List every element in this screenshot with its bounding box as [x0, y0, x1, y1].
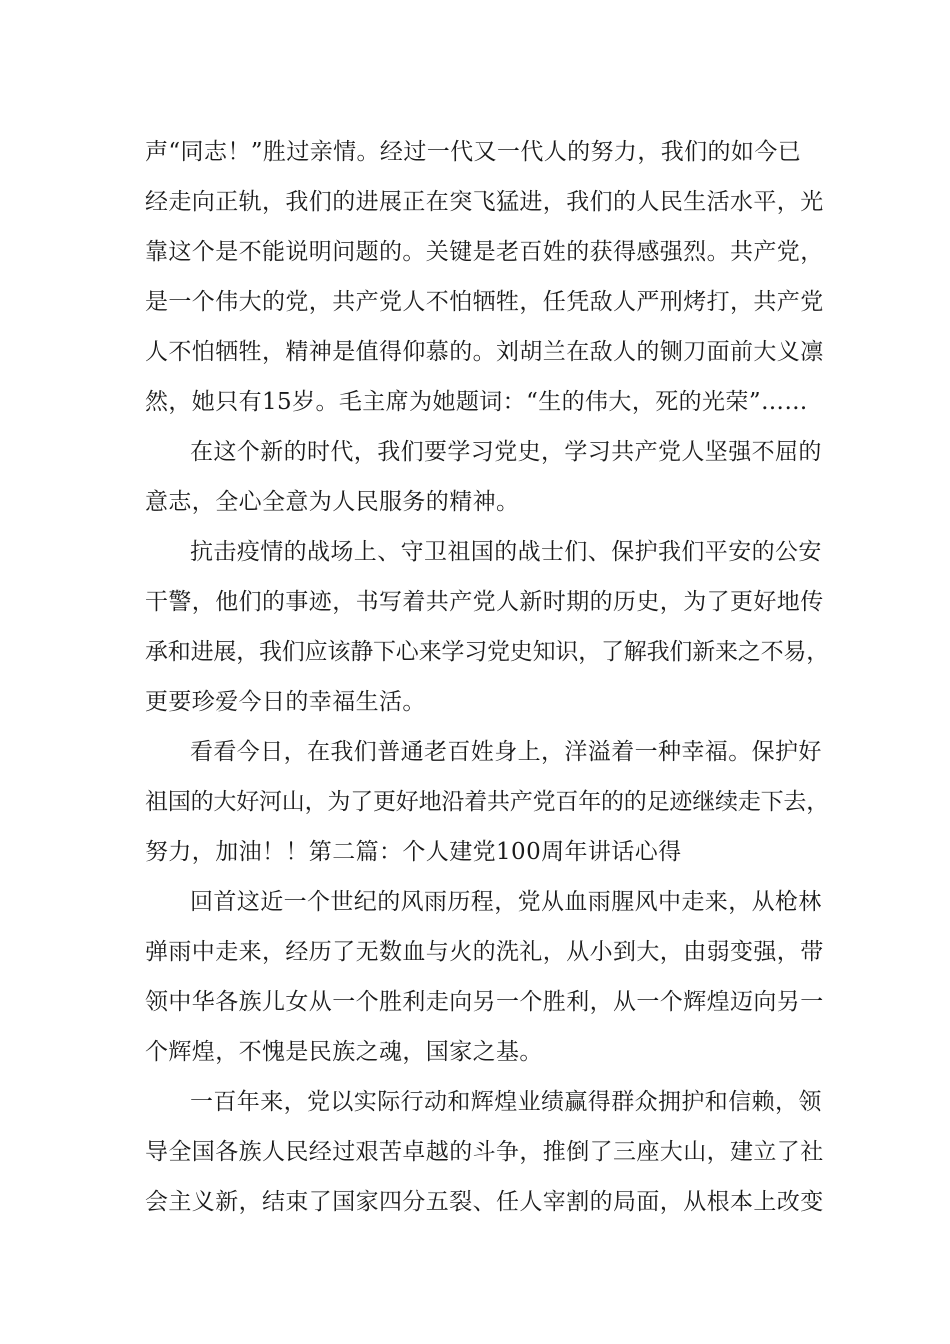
- text-line: 导全国各族人民经过艰苦卓越的斗争，推倒了三座大山，建立了社: [145, 1139, 824, 1165]
- text-line: 干警，他们的事迹，书写着共产党人新时期的历史，为了更好地传: [145, 589, 824, 615]
- paragraph-start-line: 在这个新的时代，我们要学习党史，学习共产党人坚强不屈的: [190, 439, 822, 465]
- paragraph-start-line: 一百年来，党以实际行动和辉煌业绩赢得群众拥护和信赖，领: [190, 1089, 822, 1115]
- text-line: 会主义新，结束了国家四分五裂、任人宰割的局面，从根本上改变: [145, 1189, 824, 1215]
- text-line: 靠这个是不能说明问题的。关键是老百姓的获得感强烈。共产党，: [145, 239, 824, 265]
- text-line: 领中华各族儿女从一个胜利走向另一个胜利，从一个辉煌迈向另一: [145, 989, 824, 1015]
- paragraph-start-line: 看看今日，在我们普通老百姓身上，洋溢着一种幸福。保护好: [190, 739, 822, 765]
- paragraph-start-line: 回首这近一个世纪的风雨历程，党从血雨腥风中走来，从枪林: [190, 889, 822, 915]
- paragraph-start-line: 抗击疫情的战场上、守卫祖国的战士们、保护我们平安的公安: [190, 539, 822, 565]
- text-line: 经走向正轨，我们的进展正在突飞猛进，我们的人民生活水平，光: [145, 189, 824, 215]
- text-line: 努力，加油！！第二篇：个人建党100周年讲话心得: [145, 839, 682, 865]
- text-line: 弹雨中走来，经历了无数血与火的洗礼，从小到大，由弱变强，带: [145, 939, 824, 965]
- text-line: 个辉煌，不愧是民族之魂，国家之基。: [145, 1039, 543, 1065]
- text-line: 祖国的大好河山，为了更好地沿着共产党百年的的足迹继续走下去，: [145, 789, 830, 815]
- text-line: 更要珍爱今日的幸福生活。: [145, 689, 426, 715]
- text-line: 然，她只有15岁。毛主席为她题词：“生的伟大，死的光荣”……: [145, 389, 808, 415]
- text-line: 声“同志！”胜过亲情。经过一代又一代人的努力，我们的如今已: [145, 139, 802, 165]
- text-line: 是一个伟大的党，共产党人不怕牺牲，任凭敌人严刑烤打，共产党: [145, 289, 824, 315]
- text-line: 人不怕牺牲，精神是值得仰慕的。刘胡兰在敌人的铡刀面前大义凛: [145, 339, 824, 365]
- text-line: 承和进展，我们应该静下心来学习党史知识，了解我们新来之不易，: [145, 639, 830, 665]
- text-line: 意志，全心全意为人民服务的精神。: [145, 489, 520, 515]
